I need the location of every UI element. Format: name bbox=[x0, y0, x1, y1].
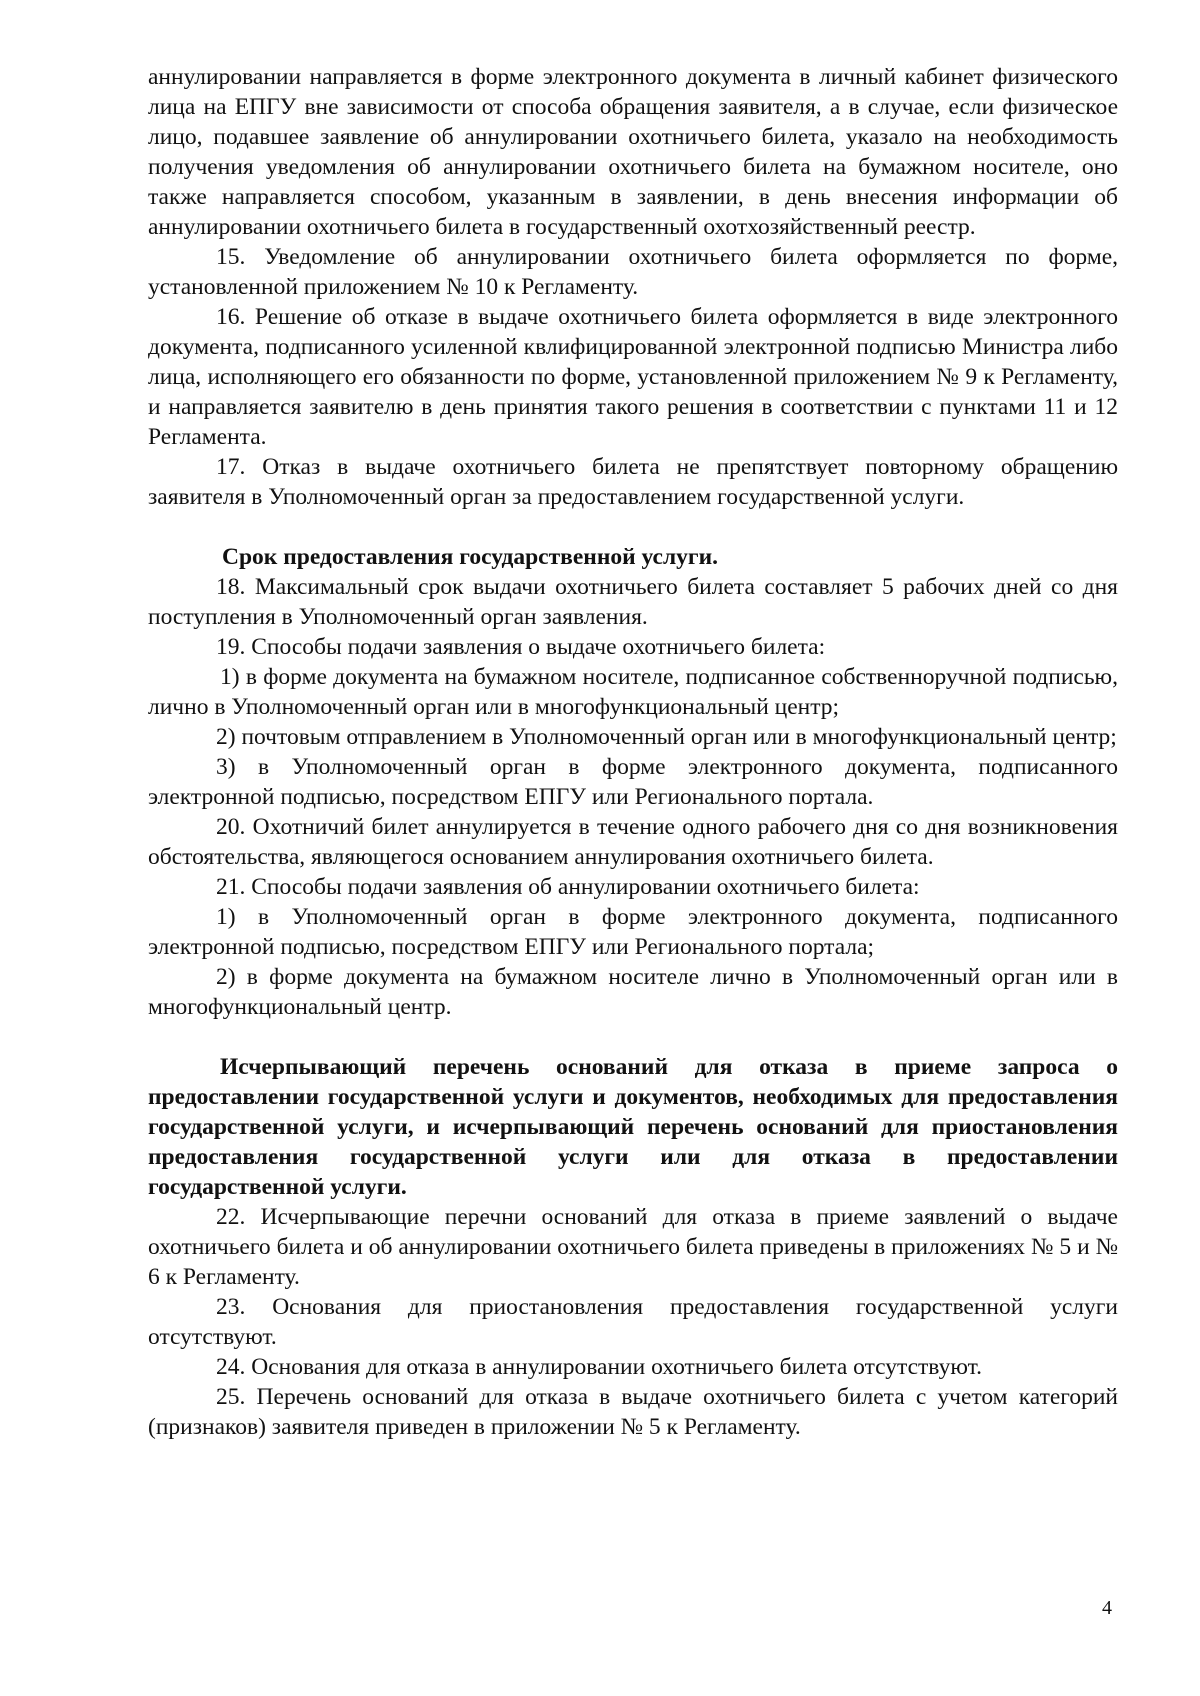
paragraph-22: 22. Исчерпывающие перечни оснований для отказа в приеме заявлений о выдаче охотничьего билета и об аннулировании охотничьего билета приведены в приложениях № 5 и № 6 к Регламенту. bbox=[148, 1204, 1118, 1290]
paragraph-19-item-3: 3) в Уполномоченный орган в форме электронного документа, подписанного электронной подписью, посредством ЕПГУ или Регионального портала. bbox=[148, 754, 1118, 810]
paragraph-15: 15. Уведомление об аннулировании охотничьего билета оформляется по форме, установленной приложением № 10 к Регламенту. bbox=[148, 244, 1118, 300]
paragraph-25: 25. Перечень оснований для отказа в выдаче охотничьего билета с учетом категорий (признаков) заявителя приведен в приложении № 5 к Регламенту. bbox=[148, 1384, 1118, 1440]
paragraph-21-item-1: 1) в Уполномоченный орган в форме электронного документа, подписанного электронной подписью, посредством ЕПГУ или Регионального портала; bbox=[148, 904, 1118, 960]
paragraph-23: 23. Основания для приостановления предоставления государственной услуги отсутствуют. bbox=[148, 1294, 1118, 1350]
paragraph-21-item-2: 2) в форме документа на бумажном носителе лично в Уполномоченный орган или в многофункциональный центр. bbox=[148, 964, 1118, 1020]
paragraph-18: 18. Максимальный срок выдачи охотничьего билета составляет 5 рабочих дней со дня поступления в Уполномоченный орган заявления. bbox=[148, 574, 1118, 630]
paragraph-21: 21. Способы подачи заявления об аннулировании охотничьего билета: bbox=[216, 874, 920, 900]
section-heading-grounds: Исчерпывающий перечень оснований для отказа в приеме запроса о предоставлении государственной услуги и документов, необходимых для предоставления государственной услуги, и исчерпывающий перечень оснований для приостановления предоставления государственной услуги или для отказа в предоставлении государственной услуги. bbox=[148, 1054, 1118, 1200]
paragraph-19-item-2: 2) почтовым отправлением в Уполномоченный орган или в многофункциональный центр; bbox=[216, 724, 1117, 750]
section-heading-term: Срок предоставления государственной услуги. bbox=[222, 544, 719, 570]
paragraph-20: 20. Охотничий билет аннулируется в течение одного рабочего дня со дня возникновения обстоятельства, являющегося основанием аннулирования охотничьего билета. bbox=[148, 814, 1118, 870]
paragraph-16: 16. Решение об отказе в выдаче охотничьего билета оформляется в виде электронного документа, подписанного усиленной квлифицированной электронной подписью Министра либо лица, исполняющего его обязанности по форме, установленной приложением № 9 к Регламенту, и направляется заявителю в день принятия такого решения в соответствии с пунктами 11 и 12 Регламента. bbox=[148, 304, 1118, 450]
paragraph-continuation: аннулировании направляется в форме электронного документа в личный кабинет физического лица на ЕПГУ вне зависимости от способа обращения заявителя, а в случае, если физическое лицо, подавшее заявление об аннулировании охотничьего билета, указало на необходимость получения уведомления об аннулировании охотничьего билета на бумажном носителе, оно также направляется способом, указанным в заявлении, в день внесения информации об аннулировании охотничьего билета в государственный охотхозяйственный реестр. bbox=[148, 64, 1118, 240]
page-number: 4 bbox=[1102, 1597, 1112, 1619]
paragraph-19: 19. Способы подачи заявления о выдаче охотничьего билета: bbox=[216, 634, 826, 660]
paragraph-19-item-1: 1) в форме документа на бумажном носителе, подписанное собственноручной подписью, лично в Уполномоченный орган или в многофункциональный центр; bbox=[148, 664, 1118, 720]
paragraph-24: 24. Основания для отказа в аннулировании охотничьего билета отсутствуют. bbox=[216, 1354, 982, 1380]
paragraph-17: 17. Отказ в выдаче охотничьего билета не препятствует повторному обращению заявителя в Уполномоченный орган за предоставлением государственной услуги. bbox=[148, 454, 1118, 510]
document-page bbox=[148, 62, 1118, 1442]
